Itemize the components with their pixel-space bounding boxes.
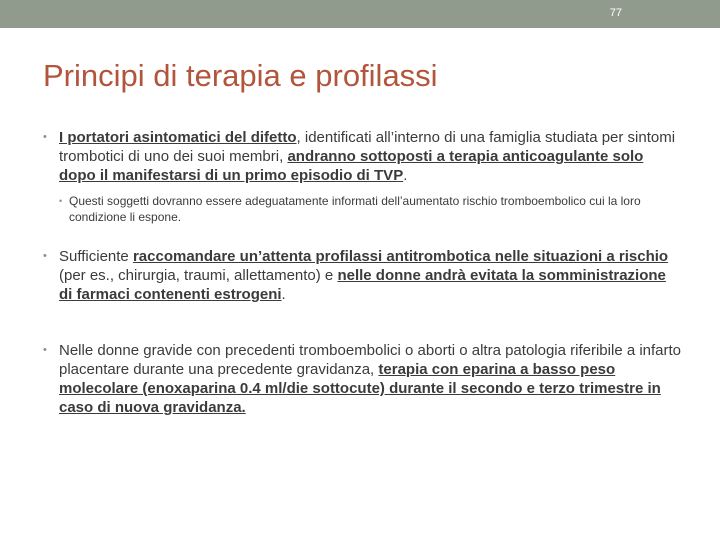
top-bar [0,0,720,28]
bullet-text: . [403,167,408,184]
bullet-text: . [281,286,286,303]
bullet-text: Sufficiente [59,248,133,265]
sub-bullet-item [59,193,683,225]
sub-bullet-text: Questi soggetti dovranno essere adeguatamente informati dell’aumentato rischio tromboembolico cui la loro condizione li espone. [69,194,641,224]
slide-content [43,128,683,417]
slide-title: Principi di terapia e profilassi [43,58,438,93]
bullet-item [43,341,683,417]
emphasis-text: terapia con eparina a basso peso molecolare (enoxaparina 0.4 ml/die sottocute) durante il secondo e terzo trimestre in caso di nuova gravidanza. [59,361,661,416]
page-number: 77 [609,7,622,19]
emphasis-text: I portatori asintomatici del difetto [59,129,297,146]
bullet-text: (per es., chirurgia, traumi, allettamento) e [59,267,338,284]
bullet-item [43,128,683,185]
bullet-text: Nelle donne gravide con precedenti tromboembolici o aborti o altra patologia riferibile a infarto placentare durante una precedente gravidanza, [59,342,682,378]
emphasis-text: nelle donne andrà evitata la somministrazione di farmaci contenenti estrogeni [59,267,666,303]
bullet-item [43,247,683,304]
emphasis-text: andranno sottoposti a terapia anticoagulante solo dopo il manifestarsi di un primo episodio di TVP [59,148,644,184]
emphasis-text: raccomandare un’attenta profilassi antitrombotica nelle situazioni a rischio [132,248,669,265]
bullet-text: , identificati all’interno di una famiglia studiata per sintomi trombotici di uno dei suoi membri, [59,129,676,165]
